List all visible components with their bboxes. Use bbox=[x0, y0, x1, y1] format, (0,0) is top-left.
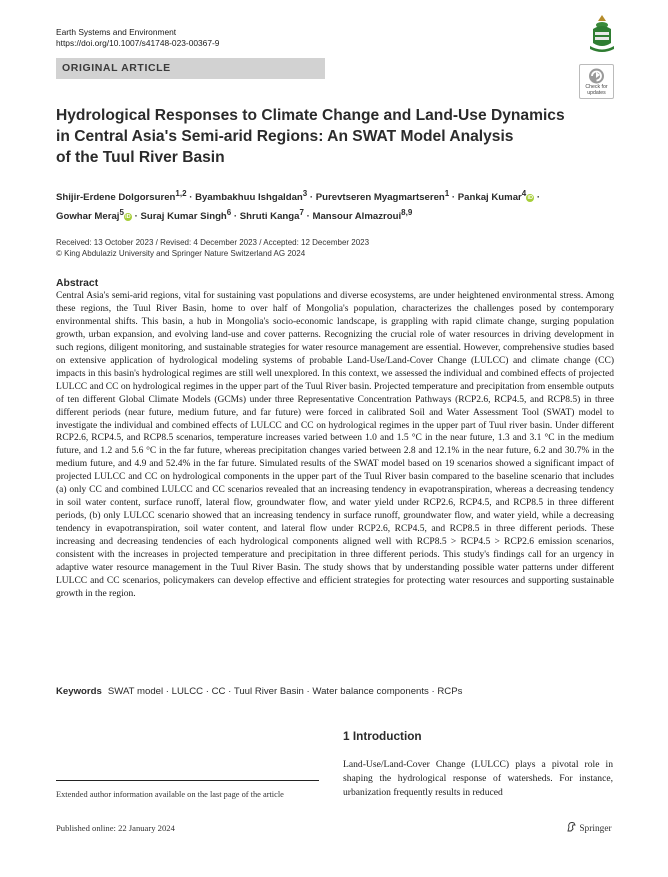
author-separator: · bbox=[303, 211, 313, 223]
author-name[interactable]: Suraj Kumar Singh bbox=[140, 211, 227, 223]
author-info-footnote: Extended author information available on the last page of the article bbox=[56, 790, 284, 799]
keywords-list: SWAT model · LULCC · CC · Tuul River Basin · Water balance components · RCPs bbox=[107, 686, 463, 697]
abstract-body: Central Asia's semi-arid regions, vital for sustaining vast populations and diverse ecosystems, are under heightened environmental stress. Among these regions, the Tuul River Basin, home to over half of Mongolia's population, characterizes the challenges posed by contemporary environmental shifts. This basin, a hub in Mongolia's socio-economic landscape, is grappling with rapid climate change, surging population growth, urban expansion, and evolving land-use and cover patterns. Recognizing the crucial role of water resources in driving development in such regions, diligent monitoring, and sustainable strategies for water resource management are essential. However, comprehensive studies based on extensive application of hydrological modeling systems of probable Land-Use/Land-Cover Change (LULCC) and climate change (CC) impacts in this basin's hydrological regimes are still well unexplored. In this context, we assessed the individual and combined effects of projected LULCC and CC on hydrological regimes in the upper part of the Tuul River basin. Projected temperature and precipitation from ensemble outputs of ten different Global Climate Models (GCMs) under three Representative Concentration Pathways (RCP2.6, RCP4.5, and RCP8.5) in three different periods (near future, medium future, and far future) were forced in calibrated Soil and Water Assessment Tool (SWAT) model to investigate the individual and combined effects of LULCC and CC on hydrological regimes in the upper part of Tuul river basin. Under different RCP2.6, RCP4.5, and RCP8.5 scenarios, temperature increases varied between 1.0 and 1.5 °C in the near future, 1.3 and 3.1 °C in the medium future, and 1.2 and 5.6 °C in the far future, whereas precipitation changes varied between 2.8 and 12.1% in the near future, 6.2 and 30.7% in the medium future, and 4.9 and 52.4% in the far future. Simulated results of the SWAT model based on 19 scenarios showed a significant impact of projected LULCC and CC on hydrological components in the upper part of the Tuul River basin compared to the baseline scenario that includes (a) only CC and combined LULCC and CC scenarios revealed that an increasing tendency in evapotranspiration, whereas a decreasing tendency in soil water content, surface runoff, lateral flow, groundwater flow, and water yield under RCP2.6, RCP4.5, and RCP8.5 in three different periods, (b) only LULCC scenario showed that an increasing tendency in surface runoff, groundwater flow, and water yield, while a decreasing tendency in evapotranspiration, soil water content, and lateral flow under RCP2.6, RCP4.5, and RCP8.5 in three different periods. These increasing and decreasing tendencies of each hydrological components aligned well with RCP8.5 > RCP4.5 > RCP2.6 emission scenarios, consistent with the increases in projected temperature and precipitation in three different periods. This study's findings call for an urgency in adaptive water resource management in the Tuul River Basin. The study shows that by understanding possible water patterns under different LULCC and CC scenarios, policymakers can develop effective and efficient strategies for protecting water resources and supporting sustainable growth in the region. bbox=[56, 291, 614, 599]
author-name[interactable]: Purevtseren Myagmartseren bbox=[315, 192, 445, 204]
author-affiliation: 3 bbox=[302, 189, 308, 198]
springer-horse-icon bbox=[566, 821, 577, 832]
article-type-label: ORIGINAL ARTICLE bbox=[62, 62, 171, 74]
author-separator: · bbox=[186, 192, 196, 204]
author-affiliation: 7 bbox=[299, 208, 304, 218]
author-separator: · bbox=[231, 211, 240, 223]
doi-link[interactable]: https://doi.org/10.1007/s41748-023-00367-9 bbox=[56, 38, 220, 48]
author-separator: · bbox=[307, 192, 316, 204]
copyright-notice: © King Abdulaziz University and Springer Nature Switzerland AG 2024 bbox=[56, 249, 306, 258]
author-separator: · bbox=[131, 211, 141, 223]
author-affiliation: 5 bbox=[119, 208, 124, 218]
title-line: in Central Asia's Semi-arid Regions: An SWAT Model Analysis bbox=[56, 128, 514, 145]
introduction-body: Land-Use/Land-Cover Change (LULCC) plays a pivotal role in shaping the hydrological response of watersheds. For instance, urbanization frequently results in reduced bbox=[343, 759, 613, 798]
author-separator: · bbox=[534, 192, 541, 204]
author-line-1 bbox=[56, 186, 616, 205]
author-name[interactable]: Shruti Kanga bbox=[239, 211, 300, 223]
article-dates: Received: 13 October 2023 / Revised: 4 December 2023 / Accepted: 12 December 2023 bbox=[56, 238, 370, 247]
author-affiliation: 4 bbox=[521, 189, 527, 198]
article-title bbox=[56, 105, 576, 168]
article-type-banner bbox=[56, 58, 325, 79]
author-separator: · bbox=[449, 192, 458, 204]
author-affiliation: 8,9 bbox=[401, 208, 413, 218]
title-line: of the Tuul River Basin bbox=[56, 149, 225, 166]
title-line: Hydrological Responses to Climate Change and Land-Use Dynamics bbox=[56, 107, 565, 124]
author-name[interactable]: Gowhar Meraj bbox=[56, 211, 120, 223]
check-for-updates-icon[interactable] bbox=[579, 64, 614, 99]
kau-logo-icon bbox=[584, 13, 620, 55]
author-list bbox=[56, 186, 616, 224]
journal-name: Earth Systems and Environment bbox=[56, 27, 177, 37]
author-name[interactable]: Byambakhuu Ishgaldan bbox=[195, 192, 303, 204]
author-line-2 bbox=[56, 205, 616, 224]
orcid-icon[interactable]: iD bbox=[125, 214, 131, 221]
publisher-mark bbox=[566, 821, 612, 835]
published-date: Published online: 22 January 2024 bbox=[56, 823, 175, 833]
author-affiliation: 1,2 bbox=[175, 189, 187, 198]
publisher-name: Springer bbox=[579, 824, 612, 834]
keywords-label: Keywords bbox=[56, 686, 102, 697]
author-affiliation: 1 bbox=[444, 189, 450, 198]
check-for-updates-label: Check for updates bbox=[585, 84, 608, 96]
abstract-heading: Abstract bbox=[56, 278, 99, 289]
section-heading-introduction: 1 Introduction bbox=[343, 729, 422, 743]
author-affiliation: 6 bbox=[226, 208, 232, 218]
footnote-divider bbox=[56, 780, 319, 781]
orcid-icon[interactable]: iD bbox=[527, 195, 533, 202]
author-name[interactable]: Pankaj Kumar bbox=[457, 192, 522, 204]
keywords bbox=[56, 686, 616, 698]
author-name[interactable]: Mansour Almazroui bbox=[312, 211, 402, 223]
author-name[interactable]: Shijir-Erdene Dolgorsuren bbox=[56, 192, 176, 204]
